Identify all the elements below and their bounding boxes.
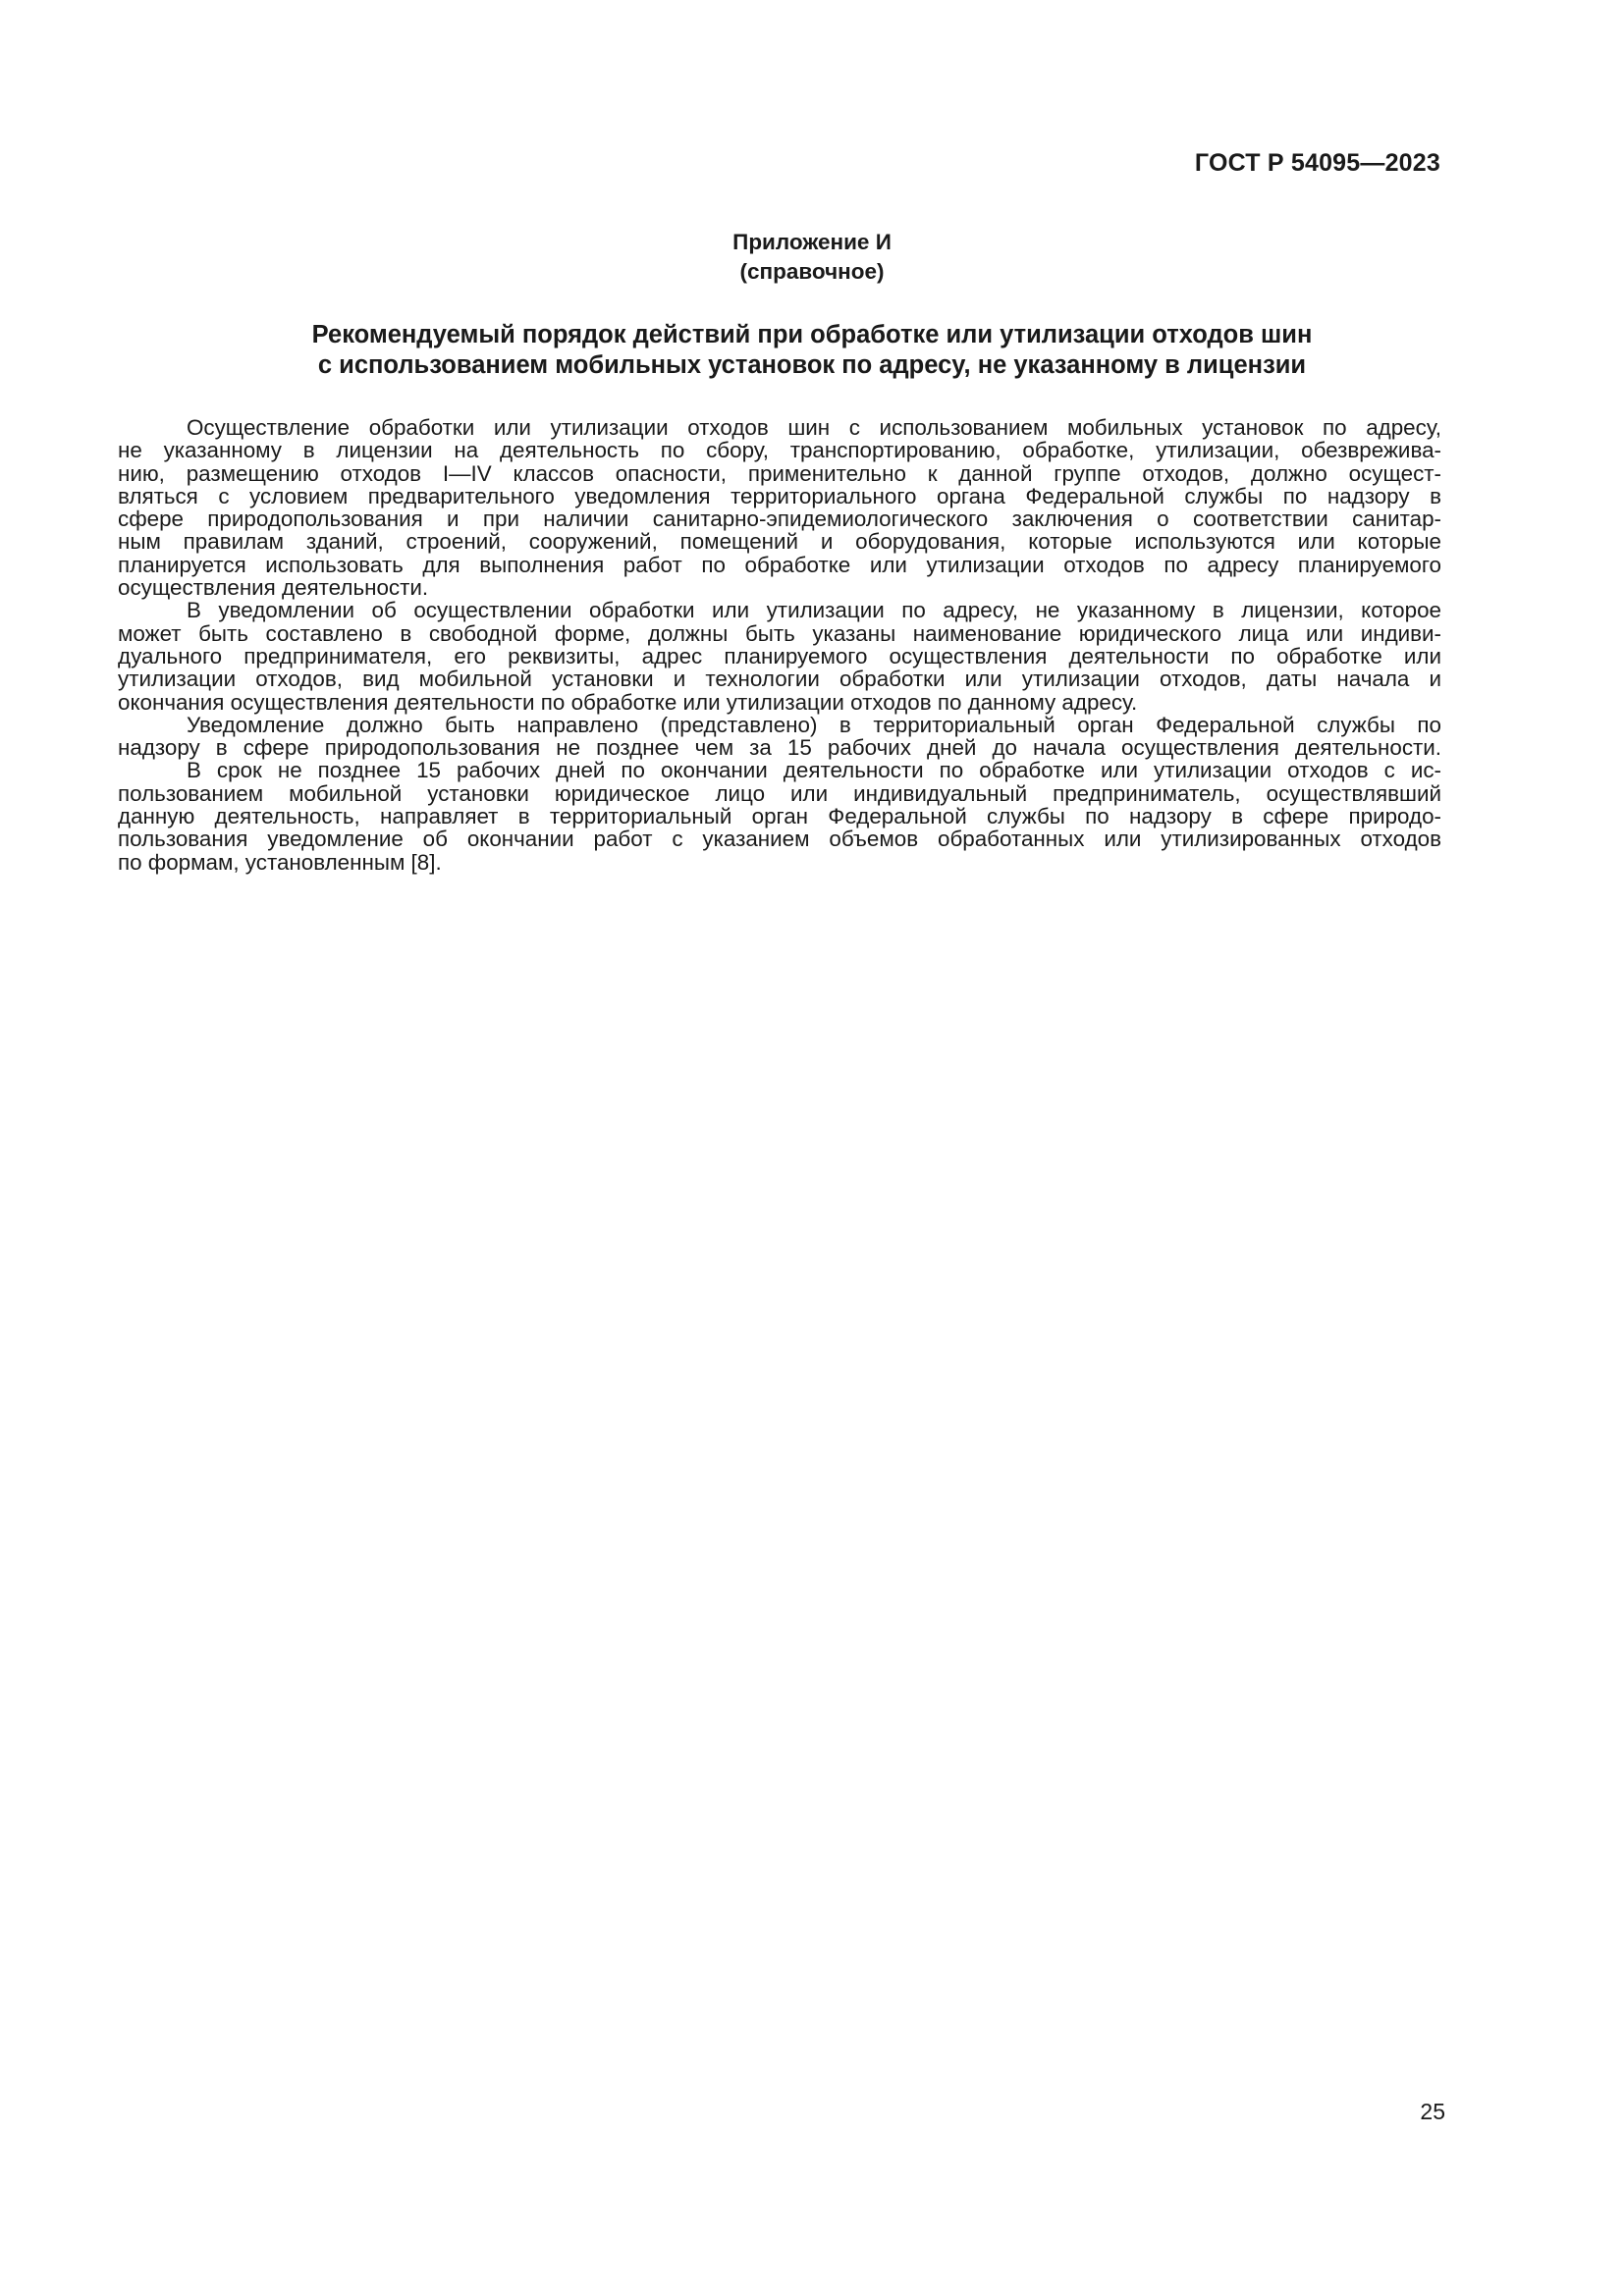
text-line: по формам, установленным [8].: [118, 849, 442, 875]
text-line: пользования уведомление об окончании работ с указанием объемов обработанных или утилизированных отходов: [118, 827, 1441, 852]
text-line: Осуществление обработки или утилизации отходов шин с использованием мобильных установок по адресу,: [187, 415, 1441, 440]
text-line: сфере природопользования и при наличии санитарно-эпидемиологического заключения о соответствии санитар-: [118, 507, 1441, 532]
appendix-status: (справочное): [739, 259, 885, 284]
text-line: пользованием мобильной установки юридическое лицо или индивидуальный предприниматель, осуществлявший: [118, 780, 1441, 806]
text-line: планируется использовать для выполнения работ по обработке или утилизации отходов по адресу планируемого: [118, 552, 1441, 577]
appendix-label: Приложение И: [732, 230, 892, 254]
text-line: может быть составлено в свободной форме, должны быть указаны наименование юридического лица или индиви-: [118, 620, 1441, 646]
page-number: 25: [1420, 2099, 1445, 2124]
text-line: В срок не позднее 15 рабочих дней по окончании деятельности по обработке или утилизации отходов с ис-: [187, 758, 1441, 783]
text-line: ным правилам зданий, строений, сооружений, помещений и оборудования, которые используются или которые: [118, 529, 1441, 555]
text-line: надзору в сфере природопользования не позднее чем за 15 рабочих дней до начала осуществления деятельности.: [118, 735, 1441, 761]
text-line: нию, размещению отходов I—IV классов опасности, применительно к данной группе отходов, должно осущест-: [118, 460, 1441, 486]
text-line: В уведомлении об осуществлении обработки или утилизации по адресу, не указанному в лицензии, которое: [187, 598, 1441, 623]
text-line: вляться с условием предварительного уведомления территориального органа Федеральной службы по надзору в: [118, 483, 1441, 508]
text-line: не указанному в лицензии на деятельность по сбору, транспортированию, обработке, утилизации, обезврежива-: [118, 438, 1441, 463]
title-line: Рекомендуемый порядок действий при обработке или утилизации отходов шин: [311, 321, 1313, 348]
paragraph-1: [118, 416, 1441, 599]
body-text: [118, 416, 1441, 874]
title-line: с использованием мобильных установок по адресу, не указанному в лицензии: [317, 351, 1307, 379]
text-line: данную деятельность, направляет в территориальный орган Федеральной службы по надзору в сфере природо-: [118, 804, 1441, 829]
text-line: Уведомление должно быть направлено (представлено) в территориальный орган Федеральной службы по: [187, 712, 1441, 737]
section-title: [157, 320, 1467, 381]
text-line: окончания осуществления деятельности по обработке или утилизации отходов по данному адресу.: [118, 689, 1138, 715]
text-line: утилизации отходов, вид мобильной установки и технологии обработки или утилизации отходов, даты начала и: [118, 667, 1441, 692]
appendix-heading: [0, 228, 1624, 287]
paragraph-3: [118, 714, 1441, 760]
paragraph-2: [118, 599, 1441, 713]
text-line: дуального предпринимателя, его реквизиты, адрес планируемого осуществления деятельности по обработке или: [118, 643, 1441, 668]
paragraph-4: [118, 759, 1441, 873]
document-code: ГОСТ Р 54095—2023: [1194, 149, 1440, 177]
text-line: осуществления деятельности.: [118, 575, 429, 601]
